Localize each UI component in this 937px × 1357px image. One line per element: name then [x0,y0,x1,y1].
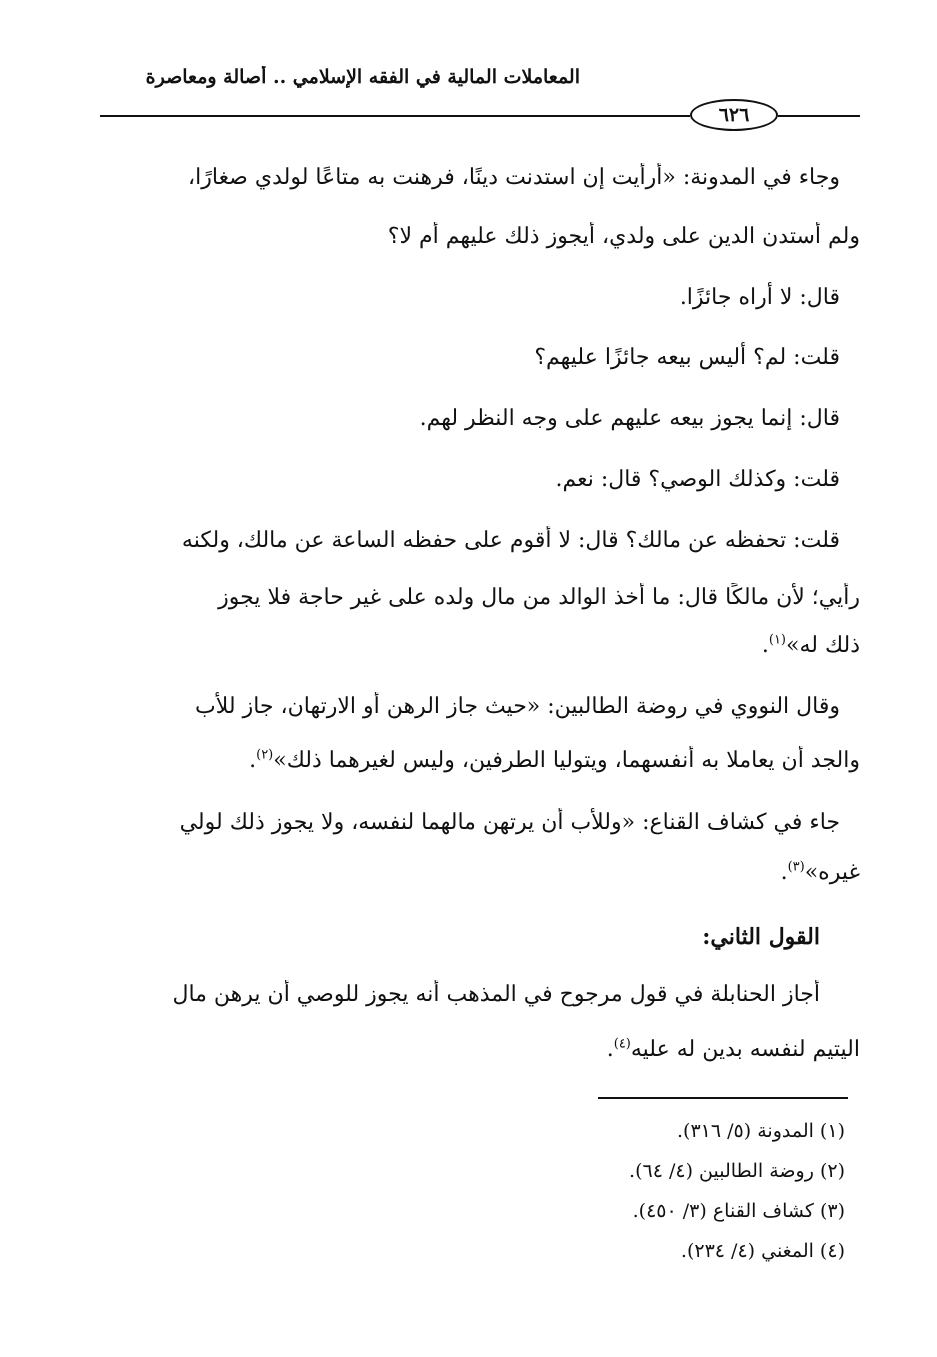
quote-end: غيره» [804,860,860,885]
footnote-ref: (٢) [256,747,274,763]
text-line: وقال النووي في روضة الطالبين: «حيث جاز الرهن أو الارتهان، جاز للأب [195,694,840,719]
footnote-4: (٤) المغني (٤/ ٢٣٤). [680,1240,845,1262]
text-line: أجاز الحنابلة في قول مرجوح في المذهب أنه يجوز للوصي أن يرهن مال [172,982,820,1007]
quote-end: ذلك له» [786,633,860,658]
header-rule [100,115,690,117]
page-number: ٦٢٦ [690,99,778,131]
text-line [500,1035,860,1065]
text-line: وجاء في المدونة: «أرأيت إن استدنت دينًا، فرهنت به متاعًا لولدي صغارًا، [188,165,840,190]
period: . [780,860,788,885]
section-heading: القول الثاني: [702,924,820,950]
footnote-2: (٢) روضة الطالبين (٤/ ٦٤). [629,1160,845,1182]
period: . [249,748,257,773]
text-line: قلت: وكذلك الوصي؟ قال: نعم. [555,467,840,492]
footnote-3: (٣) كشاف القناع (٣/ ٤٥٠). [632,1200,845,1222]
footnote-ref: (٣) [787,859,805,875]
text-line: قال: إنما يجوز بيعه عليهم على وجه النظر لهم. [419,406,840,431]
text-line [90,746,860,776]
header-rule [778,115,860,117]
text-line: ولم أستدن الدين على ولدي، أيجوز ذلك عليهم أم لا؟ [387,224,860,249]
text-line: رأيي؛ لأن مالكًا قال: ما أخذ الوالد من مال ولده على غير حاجة فلا يجوز [218,585,860,610]
running-title: المعاملات المالية في الفقه الإسلامي .. أصالة ومعاصرة [145,66,580,88]
period: . [606,1037,614,1062]
text-line: قلت: لم؟ أليس بيعه جائزًا عليهم؟ [534,345,840,370]
footnote-separator [598,1097,848,1099]
text-line: قلت: تحفظه عن مالك؟ قال: لا أقوم على حفظه الساعة عن مالك، ولكنه [181,528,840,553]
text-line: جاء في كشاف القناع: «وللأب أن يرتهن مالهما لنفسه، ولا يجوز ذلك لولي [179,810,840,835]
text-line: قال: لا أراه جائزًا. [679,285,840,310]
text-line [600,631,860,661]
quote-end: والجد أن يعاملا به أنفسهما، ويتوليا الطرفين، وليس لغيرهما ذلك» [273,748,860,773]
text-line [680,858,860,888]
footnote-ref: (٤) [613,1036,631,1052]
text-fragment: اليتيم لنفسه بدين له عليه [630,1037,860,1062]
footnote-ref: (١) [768,632,786,648]
footnote-1: (١) المدونة (٥/ ٣١٦). [677,1120,845,1142]
period: . [761,633,769,658]
